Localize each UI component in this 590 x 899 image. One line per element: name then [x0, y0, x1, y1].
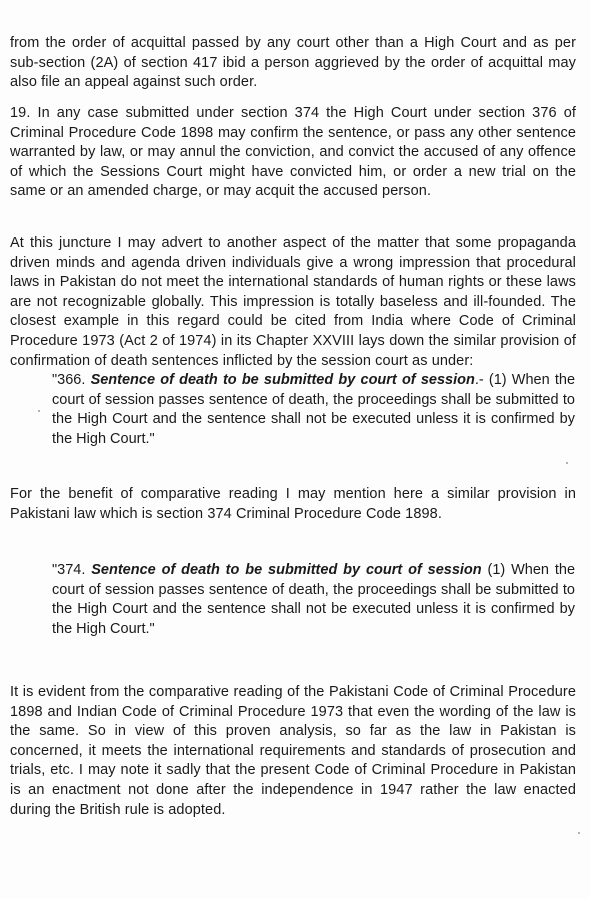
- quote-374-body: (1) When the court of session passes sentence of death, the proceedings shall be submitted to the High Court and the sentence shall not be executed unless it is confirmed by the High Court.": [52, 562, 576, 637]
- scan-speck: [578, 832, 580, 834]
- paragraph-benefit: For the benefit of comparative reading I may mention here a similar provision in Pakistani law which is section 374 Criminal Procedure Code 1898.: [10, 486, 576, 522]
- paragraph-intro: from the order of acquittal passed by any court other than a High Court and as per sub-section (2A) of section 417 ibid a person aggrieved by the order of acquittal may also file an appeal against such order.: [10, 35, 576, 91]
- quote-366-heading: Sentence of death to be submitted by court of session: [90, 372, 475, 388]
- quote-section-374: [52, 561, 575, 639]
- paragraph-19: 19. In any case submitted under section 374 the High Court under section 376 of Criminal Procedure Code 1898 may confirm the sentence, or pass any other sentence warranted by law, or may annul the conviction, and convict the accused of any offence of which the Sessions Court might have convicted him, or order a new trial on the same or an amended charge, or may acquit the accused person.: [10, 105, 576, 200]
- quote-section-366: [52, 371, 575, 449]
- paragraph-evident: It is evident from the comparative reading of the Pakistani Code of Criminal Procedure 1898 and Indian Code of Criminal Procedure 1973 that even the wording of the law is the same. So in view of this proven analysis, so far as the law in Pakistan is concerned, it meets the international requirements and standards of prosecution and trials, etc. I may note it sadly that the present Code of Criminal Procedure in Pakistan is an enactment not done after the independence in 1947 rather the law enacted during the British rule is adopted.: [10, 684, 576, 818]
- quote-374-heading: Sentence of death to be submitted by court of session: [91, 562, 482, 578]
- quote-366-prefix: "366.: [52, 372, 91, 388]
- quote-366-body: .- (1) When the court of session passes sentence of death, the proceedings shall be submitted to the High Court and the sentence shall not be executed unless it is confirmed by the High Court.": [52, 372, 576, 447]
- paragraph-juncture: At this juncture I may advert to another aspect of the matter that some propaganda driven minds and agenda driven individuals give a wrong impression that procedural laws in Pakistan do not meet the international standards of human rights or these laws are not recognizable globally. This impression is totally baseless and ill-founded. The closest example in this regard could be cited from India where Code of Criminal Procedure 1973 (Act 2 of 1974) in its Chapter XXVIII lays down the similar provision of confirmation of death sentences inflicted by the session court as under:: [10, 235, 576, 369]
- scan-speck: [566, 462, 568, 464]
- scan-speck: [38, 410, 40, 412]
- quote-374-prefix: "374.: [52, 562, 92, 578]
